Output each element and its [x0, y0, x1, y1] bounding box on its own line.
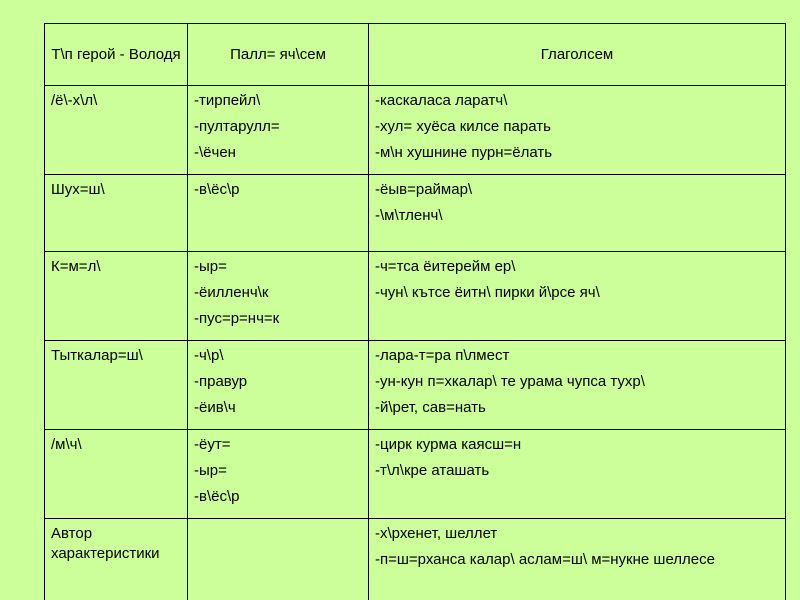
verbs-item: -ёыв=раймар\: [375, 181, 473, 198]
verbs-item: -т\л\кре аташать: [375, 462, 490, 479]
verbs-cell: [369, 430, 786, 519]
names-cell: [188, 519, 369, 600]
header-hero: Т\п герой - Володя: [45, 24, 188, 86]
table-header-row: [45, 24, 786, 86]
names-item: -ёив\ч: [194, 399, 236, 416]
verbs-item: -ч=тса ёитерейм ер\: [375, 258, 516, 275]
table-row: [45, 252, 786, 341]
names-cell: [188, 252, 369, 341]
names-cell: [188, 175, 369, 252]
names-cell: [188, 86, 369, 175]
verbs-item: -м\н хушнине пурн=ёлать: [375, 144, 553, 161]
table-row: [45, 430, 786, 519]
character-table: [44, 23, 786, 600]
row-label: К=м=л\: [45, 252, 188, 341]
table-row: [45, 86, 786, 175]
verbs-item: -\м\тленч\: [375, 207, 443, 224]
verbs-item: -цирк курма каясш=н: [375, 436, 522, 453]
row-label: Тыткалар=ш\: [45, 341, 188, 430]
verbs-item: -х\рхенет, шеллет: [375, 525, 498, 542]
names-item: -\ёчен: [194, 144, 236, 161]
verbs-item: -ун-кун п=хкалар\ те урама чупса тухр\: [375, 373, 645, 390]
verbs-cell: [369, 175, 786, 252]
row-label: /ё\-х\л\: [45, 86, 188, 175]
verbs-item: -лара-т=ра п\лмест: [375, 347, 510, 364]
names-item: -пултарулл=: [194, 118, 280, 135]
names-item: -в\ёс\р: [194, 488, 240, 505]
verbs-item: -каскаласа ларатч\: [375, 92, 508, 109]
table-row: [45, 519, 786, 600]
names-cell: [188, 341, 369, 430]
verbs-item: -й\рет, сав=нать: [375, 399, 486, 416]
names-item: -пус=р=нч=к: [194, 310, 280, 327]
verbs-item: -хул= хуёса килсе парать: [375, 118, 551, 135]
names-item: -ч\р\: [194, 347, 224, 364]
names-item: -правур: [194, 373, 248, 390]
names-item: -ёут=: [194, 436, 231, 453]
row-label: Шух=ш\: [45, 175, 188, 252]
row-label: /м\ч\: [45, 430, 188, 519]
row-label: Автор характеристики: [45, 519, 188, 600]
verbs-item: -чун\ кътсе ёитн\ пирки й\рсе яч\: [375, 284, 600, 301]
names-item: -ёилленч\к: [194, 284, 269, 301]
verbs-cell: [369, 86, 786, 175]
names-item: -ыр=: [194, 258, 227, 275]
verbs-cell: [369, 341, 786, 430]
verbs-cell: [369, 519, 786, 600]
table-row: [45, 341, 786, 430]
names-cell: [188, 430, 369, 519]
table-row: [45, 175, 786, 252]
names-item: -в\ёс\р: [194, 181, 240, 198]
verbs-item: -п=ш=рханса калар\ аслам=ш\ м=нукне шеллесе: [375, 551, 715, 568]
names-item: -тирпейл\: [194, 92, 261, 109]
verbs-cell: [369, 252, 786, 341]
header-verbs: Глаголсем: [369, 24, 786, 86]
header-names: Палл= яч\сем: [188, 24, 369, 86]
names-item: -ыр=: [194, 462, 227, 479]
